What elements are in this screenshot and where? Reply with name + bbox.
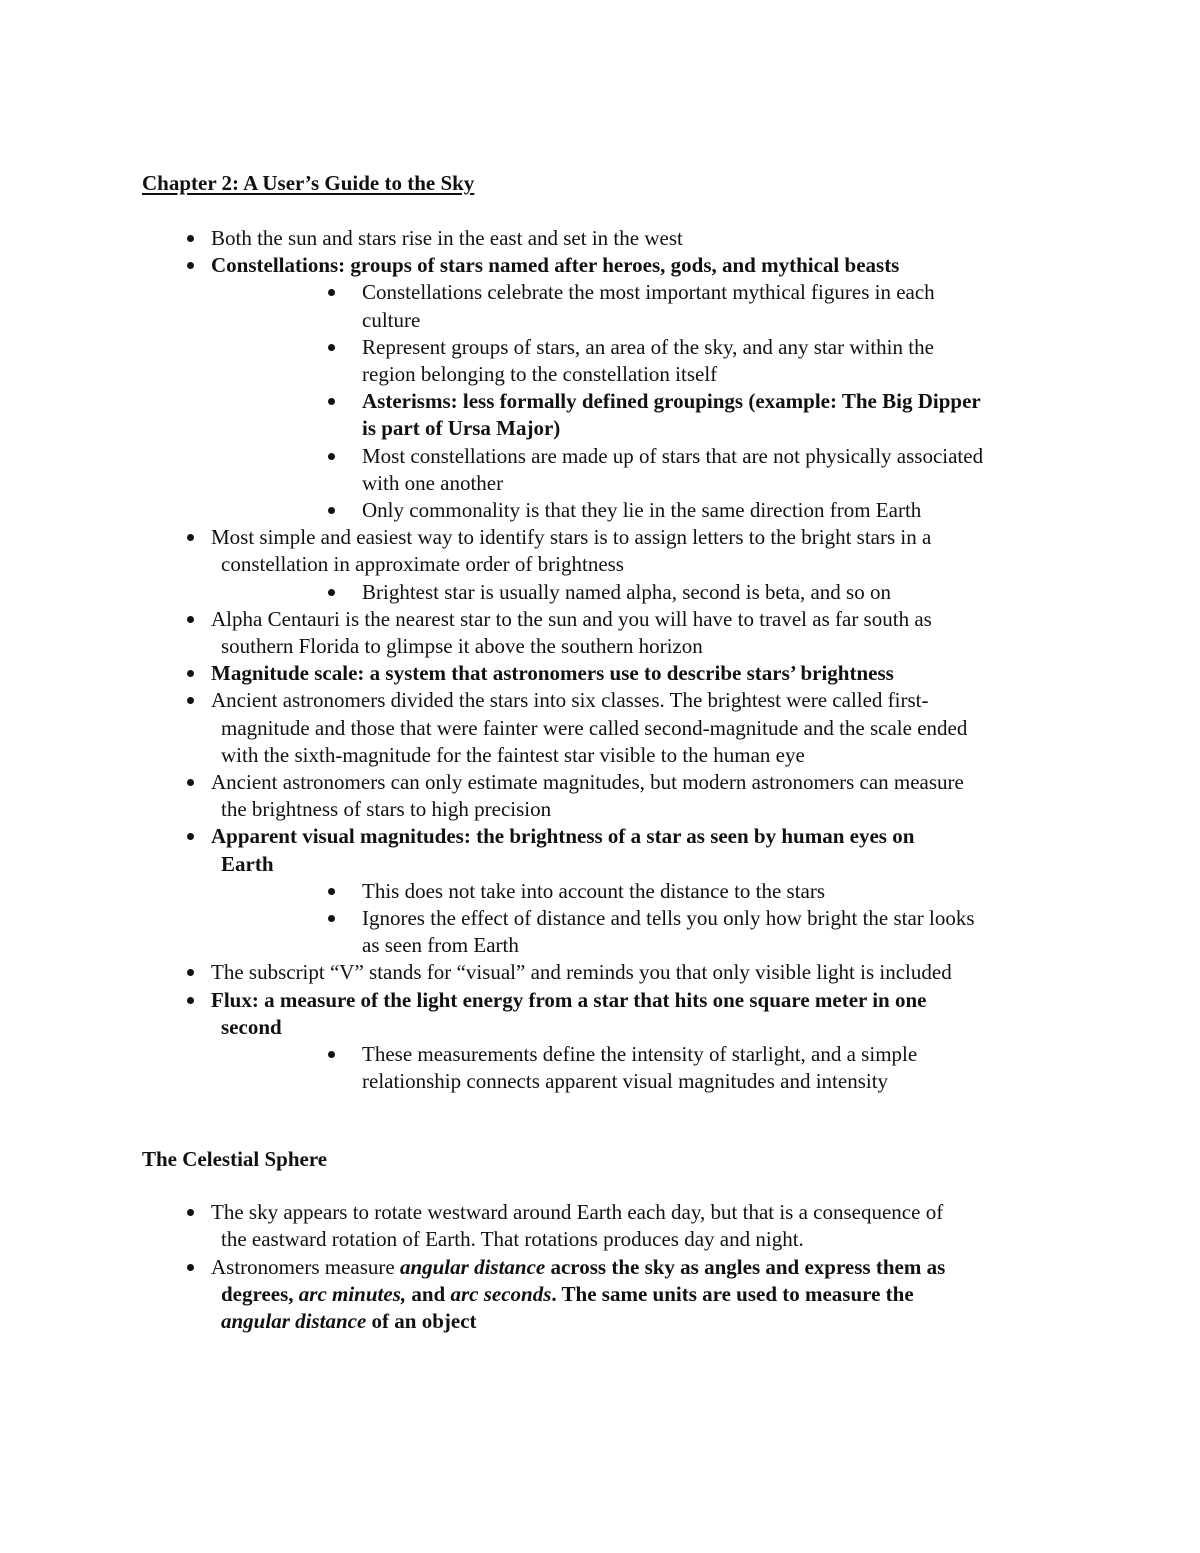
list-item-line: is part of Ursa Major) [362,416,561,441]
list-item-line: Most simple and easiest way to identify stars is to assign letters to the bright stars in a [211,525,932,550]
chapter-title: Chapter 2: A User’s Guide to the Sky [142,171,475,195]
list-item-line: Earth [221,851,274,876]
text-run: degrees, [221,1282,299,1306]
list-item-line: Constellations celebrate the most important mythical figures in each [362,280,935,305]
bullet-icon [187,670,194,677]
list-item-line: Alpha Centauri is the nearest star to the sun and you will have to travel as far south as [211,606,932,631]
list-item-line: as seen from Earth [362,933,519,958]
bullet-icon [187,235,194,242]
list-item-line: Magnitude scale: a system that astronomers use to describe stars’ brightness [211,661,894,686]
list-item-line: These measurements define the intensity of starlight, and a simple [362,1042,918,1066]
bullet-icon [187,833,194,840]
term-angular-distance: angular distance [399,1255,546,1279]
list-item-line: The subscript “V” stands for “visual” and reminds you that only visible light is included [211,960,952,985]
bullet-icon [328,453,335,460]
bullet-icon [187,534,194,541]
list-item-line: region belonging to the constellation itself [362,362,718,386]
bullet-icon [187,969,194,976]
list-item-line: magnitude and those that were fainter were called second-magnitude and the scale ended [221,715,968,740]
term-arc-minutes: arc minutes, [298,1282,407,1306]
list-item-line: Apparent visual magnitudes: the brightness of a star as seen by human eyes on [211,824,915,849]
bullet-icon [187,779,194,786]
bullet-icon [328,589,335,596]
list-item-line: Represent groups of stars, an area of the sky, and any star within the [362,334,934,359]
text-run: and [406,1282,451,1306]
list-item-line: Flux: a measure of the light energy from a star that hits one square meter in one [211,987,927,1012]
bullet-icon [328,398,335,405]
list-item-line: Ancient astronomers divided the stars into six classes. The brightest were called first- [211,688,929,713]
list-item-line: Constellations: groups of stars named after heroes, gods, and mythical beasts [211,253,900,278]
bullet-icon [328,289,335,296]
bullet-icon [187,262,194,269]
list-item-line: southern Florida to glimpse it above the southern horizon [221,634,703,658]
list-item-line: the brightness of stars to high precision [221,797,552,822]
list-item-line: with one another [362,470,504,495]
list-item-line: Both the sun and stars rise in the east and set in the west [211,226,683,250]
term-angular-distance: angular distance [221,1309,367,1333]
bullet-icon [187,616,194,623]
bullet-icon [328,344,335,351]
list-item-line: Asterisms: less formally defined groupings (example: The Big Dipper [362,389,981,414]
bullet-icon [187,697,194,704]
term-arc-seconds: arc seconds [450,1282,552,1306]
list-item-line [221,1281,914,1308]
bullet-icon [328,888,335,895]
list-item-line: the eastward rotation of Earth. That rotations produces day and night. [221,1227,804,1251]
list-item-line: This does not take into account the distance to the stars [362,878,826,903]
list-item-line: constellation in approximate order of brightness [221,552,624,577]
bullet-icon [328,507,335,514]
list-item-line [211,1254,945,1281]
list-item-line: Ignores the effect of distance and tells you only how bright the star looks [362,906,975,930]
bullet-icon [187,1209,194,1216]
bullet-icon [328,1051,335,1058]
text-run: across the sky as angles and express them as [545,1255,946,1279]
bullet-icon [187,997,194,1004]
list-item-line: Most constellations are made up of stars that are not physically associated [362,443,984,468]
bullet-icon [328,915,335,922]
text-run: . The same units are used to measure the [551,1282,914,1306]
list-item-line: Brightest star is usually named alpha, second is beta, and so on [362,579,891,604]
list-item-line: with the sixth-magnitude for the faintest star visible to the human eye [221,742,805,767]
bullet-icon [187,1264,194,1271]
list-item-line: The sky appears to rotate westward around Earth each day, but that is a consequence of [211,1200,944,1224]
list-item-line: Only commonality is that they lie in the same direction from Earth [362,498,922,522]
list-item-line: second [221,1014,282,1039]
list-item-line: culture [362,307,421,332]
list-item-line: Ancient astronomers can only estimate magnitudes, but modern astronomers can measure [211,770,964,794]
text-run: Astronomers measure [211,1255,400,1279]
section-title-celestial-sphere: The Celestial Sphere [142,1147,328,1171]
list-item-line [221,1308,477,1335]
text-run: of an object [366,1309,477,1333]
list-item-line: relationship connects apparent visual magnitudes and intensity [362,1069,889,1094]
